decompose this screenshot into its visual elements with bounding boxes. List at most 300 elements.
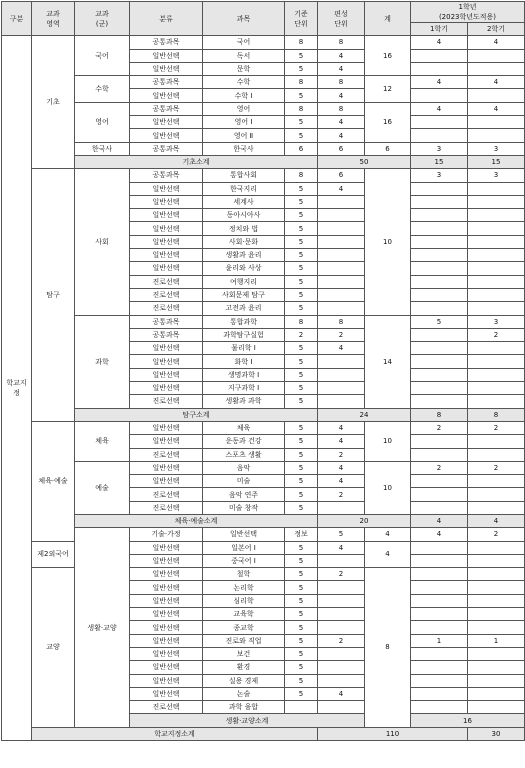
table-row [2, 142, 525, 155]
grand-total-label: 학교지정소계 [32, 727, 318, 740]
plan-units-cell [318, 275, 365, 288]
group-cell: 제2외국어 [32, 541, 75, 568]
sem2-cell: 4 [468, 76, 525, 89]
group-total-cell: 10 [365, 421, 411, 461]
plan-units-cell [318, 594, 365, 607]
subtotal-plan: 50 [318, 155, 411, 168]
sem1-cell [411, 209, 468, 222]
group-total-cell: 16 [365, 102, 411, 142]
category-cell: 일반선택 [130, 49, 203, 62]
area-cell: 기초 [32, 36, 75, 169]
sem2-cell [468, 116, 525, 129]
sem2-cell [468, 701, 525, 714]
sem2-cell: 2 [468, 328, 525, 341]
base-units-cell: 5 [285, 421, 318, 434]
group-cell: 과학 [75, 315, 130, 408]
subject-cell: 한국지리 [203, 182, 285, 195]
subject-cell: 운동과 건강 [203, 435, 285, 448]
sem2-cell [468, 475, 525, 488]
base-units-cell: 5 [285, 116, 318, 129]
sem1-cell [411, 701, 468, 714]
plan-units-cell [318, 621, 365, 634]
subtotal-sem2: 4 [468, 514, 525, 527]
header-subject: 과목 [203, 2, 285, 36]
base-units-cell: 5 [285, 475, 318, 488]
sem2-cell [468, 621, 525, 634]
category-cell: 일반선택 [130, 421, 203, 434]
category-cell: 진로선택 [130, 448, 203, 461]
plan-units-cell [318, 382, 365, 395]
subtotal-label: 생활·교양소계 [130, 714, 365, 727]
category-cell: 일반선택 [130, 62, 203, 75]
plan-units-cell [318, 209, 365, 222]
subject-cell: 철학 [203, 568, 285, 581]
group-total-cell: 10 [365, 461, 411, 514]
subject-cell: 동아시아사 [203, 209, 285, 222]
subject-cell: 세계사 [203, 195, 285, 208]
group-cell: 기술·가정 [130, 528, 203, 541]
plan-units-cell: 4 [318, 687, 365, 700]
base-units-cell: 5 [285, 541, 318, 554]
base-units-cell: 5 [285, 89, 318, 102]
base-units-cell: 5 [285, 62, 318, 75]
category-cell: 일반선택 [130, 674, 203, 687]
category-cell: 일반선택 [130, 129, 203, 142]
category-cell: 진로선택 [130, 275, 203, 288]
subject-cell: 실용 경제 [203, 674, 285, 687]
category-cell: 일반선택 [130, 647, 203, 660]
sem2-cell [468, 195, 525, 208]
sem1-cell: 5 [411, 315, 468, 328]
base-units-cell: 5 [285, 129, 318, 142]
group-total-cell: 8 [365, 568, 411, 728]
table-row [2, 76, 525, 89]
subtotal-label: 탐구소계 [75, 408, 318, 421]
area-cell: 탐구 [32, 169, 75, 422]
subject-cell: 생명과학 Ⅰ [203, 368, 285, 381]
header-row-1 [2, 2, 525, 23]
sem1-cell [411, 302, 468, 315]
sem2-cell [468, 342, 525, 355]
table-row [2, 169, 525, 182]
sem2-cell [468, 49, 525, 62]
subject-cell: 심리학 [203, 594, 285, 607]
area-cell: 생활·교양 [75, 528, 130, 727]
sem1-cell [411, 488, 468, 501]
subtotal-plan: 24 [318, 408, 411, 421]
group-cell: 교양 [32, 568, 75, 728]
subject-cell: 논리학 [203, 581, 285, 594]
category-cell: 일반선택 [130, 581, 203, 594]
header-area: 교과 영역 [32, 2, 75, 36]
base-units-cell: 5 [285, 621, 318, 634]
sem1-cell [411, 554, 468, 567]
table-row [2, 528, 525, 541]
plan-units-cell [318, 235, 365, 248]
subtotal-sem1: 8 [411, 408, 468, 421]
category-cell: 일반선택 [130, 249, 203, 262]
category-cell: 일반선택 [130, 461, 203, 474]
subject-cell: 통합사회 [203, 169, 285, 182]
sem2-cell [468, 302, 525, 315]
plan-units-cell [318, 581, 365, 594]
sem2-cell: 3 [468, 142, 525, 155]
subject-cell: 진로와 직업 [203, 634, 285, 647]
sem2-cell [468, 355, 525, 368]
plan-units-cell [318, 262, 365, 275]
base-units-cell: 5 [285, 687, 318, 700]
base-units-cell: 5 [285, 634, 318, 647]
subject-cell: 한국사 [203, 142, 285, 155]
category-cell: 일반선택 [130, 541, 203, 554]
base-units-cell: 5 [285, 182, 318, 195]
sem1-cell: 2 [468, 528, 525, 541]
category-cell: 진로선택 [130, 701, 203, 714]
subject-cell: 보건 [203, 647, 285, 660]
subject-cell: 일본어 Ⅰ [203, 541, 285, 554]
sem1-cell [411, 249, 468, 262]
plan-units-cell: 4 [318, 129, 365, 142]
base-units-cell: 5 [285, 594, 318, 607]
sem2-cell [468, 687, 525, 700]
plan-units-cell: 8 [318, 315, 365, 328]
table-row [2, 421, 525, 434]
sem2-cell [468, 541, 525, 554]
subtotal-row [2, 514, 525, 527]
plan-units-cell [318, 355, 365, 368]
sem1-cell [411, 355, 468, 368]
subject-cell: 교육학 [203, 608, 285, 621]
subtotal-sem1: 4 [411, 514, 468, 527]
sem1-cell [411, 368, 468, 381]
category-cell: 진로선택 [130, 302, 203, 315]
sem2-cell [468, 568, 525, 581]
base-units-cell: 5 [285, 222, 318, 235]
subject-cell: 국어 [203, 36, 285, 49]
base-units-cell: 8 [285, 315, 318, 328]
plan-units-cell [318, 195, 365, 208]
plan-units-cell [318, 608, 365, 621]
sem1-cell [411, 182, 468, 195]
plan-units-cell: 8 [318, 102, 365, 115]
group-total-cell: 14 [365, 315, 411, 408]
sem2-cell [468, 448, 525, 461]
table-row [2, 315, 525, 328]
subject-cell: 정보 [285, 528, 318, 541]
header-grade: 1학년 (2023학년도적용) [411, 2, 525, 23]
base-units-cell: 5 [285, 568, 318, 581]
plan-units-cell: 4 [365, 528, 411, 541]
grand-total-row [2, 727, 525, 740]
sem1-cell [411, 288, 468, 301]
sem1-cell [411, 608, 468, 621]
subtotal-sem1: 15 [411, 155, 468, 168]
category-cell: 공통과목 [130, 169, 203, 182]
sem2-cell [468, 608, 525, 621]
sem2-cell [468, 182, 525, 195]
group-cell: 사회 [75, 169, 130, 315]
category-cell: 일반선택 [130, 621, 203, 634]
sem1-cell [411, 89, 468, 102]
plan-units-cell: 4 [318, 49, 365, 62]
plan-units-cell [318, 647, 365, 660]
category-cell: 일반선택 [130, 661, 203, 674]
category-cell: 일반선택 [130, 475, 203, 488]
table-row [2, 102, 525, 115]
subject-cell: 음악 연주 [203, 488, 285, 501]
category-cell: 일반선택 [130, 355, 203, 368]
plan-units-cell: 4 [318, 461, 365, 474]
sem1-cell [411, 581, 468, 594]
base-units-cell: 5 [285, 195, 318, 208]
subject-cell: 생활과 과학 [203, 395, 285, 408]
sem2-cell: 3 [468, 169, 525, 182]
sem2-cell [468, 209, 525, 222]
base-units-cell: 5 [285, 608, 318, 621]
category-cell: 공통과목 [130, 142, 203, 155]
category-cell: 일반선택 [130, 435, 203, 448]
category-cell: 일반선택 [130, 209, 203, 222]
subject-cell: 독서 [203, 49, 285, 62]
plan-units-cell: 2 [318, 488, 365, 501]
subtotal-label: 체육·예술소계 [75, 514, 318, 527]
plan-units-cell [318, 302, 365, 315]
subtotal-sem2: 8 [468, 408, 525, 421]
category-cell: 진로선택 [130, 395, 203, 408]
category-cell: 일반선택 [130, 262, 203, 275]
sem1-cell: 2 [411, 461, 468, 474]
base-units-cell: 5 [285, 647, 318, 660]
base-units-cell: 8 [285, 102, 318, 115]
category-cell: 진로선택 [130, 488, 203, 501]
gubun-cell: 학교지 정 [2, 36, 32, 741]
sem1-cell [411, 49, 468, 62]
sem1-cell [411, 382, 468, 395]
subtotal-label: 기초소계 [75, 155, 318, 168]
category-cell: 일반선택 [130, 195, 203, 208]
sem1-cell [411, 328, 468, 341]
sem1-cell [411, 195, 468, 208]
sem1-cell: 3 [411, 142, 468, 155]
subtotal-row [2, 408, 525, 421]
sem2-cell [468, 554, 525, 567]
category-cell: 일반선택 [130, 608, 203, 621]
sem2-cell [468, 382, 525, 395]
category-cell: 일반선택 [203, 528, 285, 541]
category-cell: 진로선택 [130, 501, 203, 514]
subject-cell: 영어 [203, 102, 285, 115]
subject-cell: 통합과학 [203, 315, 285, 328]
grand-total-plan: 110 [318, 727, 468, 740]
sem1-cell [411, 275, 468, 288]
header-gubun: 구분 [2, 2, 32, 36]
header-base-units: 기준 단위 [285, 2, 318, 36]
sem2-cell: 4 [468, 36, 525, 49]
sem2-cell [468, 488, 525, 501]
plan-units-cell [318, 501, 365, 514]
base-units-cell: 5 [285, 461, 318, 474]
sem1-cell [411, 129, 468, 142]
sem2-cell [468, 435, 525, 448]
base-units-cell: 5 [285, 488, 318, 501]
plan-units-cell: 8 [318, 36, 365, 49]
subject-cell: 수학 Ⅰ [203, 89, 285, 102]
base-units-cell: 5 [285, 235, 318, 248]
category-cell: 일반선택 [130, 116, 203, 129]
base-units-cell: 5 [285, 382, 318, 395]
subject-cell: 종교학 [203, 621, 285, 634]
base-units-cell: 5 [285, 275, 318, 288]
sem1-cell: 4 [411, 76, 468, 89]
base-units-cell: 5 [285, 49, 318, 62]
plan-units-cell: 2 [318, 448, 365, 461]
sem1-cell [411, 435, 468, 448]
sem2-cell [468, 235, 525, 248]
category-cell: 일반선택 [130, 687, 203, 700]
sem1-cell [411, 62, 468, 75]
base-units-cell: 5 [285, 342, 318, 355]
base-units-cell: 2 [285, 328, 318, 341]
plan-units-cell: 4 [318, 116, 365, 129]
sem1-cell: 3 [411, 169, 468, 182]
base-units-cell: 5 [285, 554, 318, 567]
sem2-cell [468, 62, 525, 75]
plan-units-cell: 4 [318, 89, 365, 102]
sem2-cell [468, 647, 525, 660]
subtotal-sem2: 15 [468, 155, 525, 168]
plan-units-cell [318, 674, 365, 687]
sem2-cell [468, 262, 525, 275]
base-units-cell: 5 [285, 249, 318, 262]
subject-cell: 영어 Ⅰ [203, 116, 285, 129]
sem2-cell [468, 249, 525, 262]
base-units-cell: 8 [285, 76, 318, 89]
subject-cell: 영어 Ⅱ [203, 129, 285, 142]
plan-units-cell: 4 [318, 435, 365, 448]
base-units-cell: 5 [285, 661, 318, 674]
header-plan-units: 편성 단위 [318, 2, 365, 36]
subject-cell: 정치와 법 [203, 222, 285, 235]
subtotal-plan: 20 [318, 514, 411, 527]
category-cell: 공통과목 [130, 315, 203, 328]
plan-units-cell: 2 [318, 328, 365, 341]
header-category: 분류 [130, 2, 203, 36]
sem2-cell [468, 275, 525, 288]
category-cell: 일반선택 [130, 368, 203, 381]
sem1-cell [411, 475, 468, 488]
sem2-cell [468, 594, 525, 607]
sem2-cell: 4 [468, 102, 525, 115]
sem1-cell [411, 687, 468, 700]
base-units-cell: 5 [285, 674, 318, 687]
base-units-cell: 5 [318, 528, 365, 541]
sem2-cell [468, 368, 525, 381]
plan-units-cell: 4 [318, 421, 365, 434]
category-cell: 일반선택 [130, 182, 203, 195]
base-units-cell: 8 [285, 169, 318, 182]
category-cell: 일반선택 [130, 235, 203, 248]
sem1-cell [411, 674, 468, 687]
sem2-cell [468, 288, 525, 301]
category-cell: 일반선택 [130, 342, 203, 355]
sem1-cell [411, 647, 468, 660]
category-cell: 일반선택 [130, 382, 203, 395]
table-row [2, 36, 525, 49]
group-total-cell: 4 [411, 528, 468, 541]
sem1-cell [411, 501, 468, 514]
sem1-cell [411, 395, 468, 408]
plan-units-cell: 8 [318, 76, 365, 89]
sem2-cell [468, 661, 525, 674]
category-cell: 일반선택 [130, 554, 203, 567]
plan-units-cell [318, 249, 365, 262]
plan-units-cell: 6 [318, 142, 365, 155]
sem2-cell [468, 395, 525, 408]
sem1-cell [411, 116, 468, 129]
plan-units-cell: 4 [318, 342, 365, 355]
category-cell: 진로선택 [130, 288, 203, 301]
base-units-cell: 5 [285, 262, 318, 275]
base-units-cell: 6 [285, 142, 318, 155]
sem1-cell [411, 541, 468, 554]
subject-cell: 사회문제 탐구 [203, 288, 285, 301]
category-cell: 일반선택 [130, 222, 203, 235]
subtotal-plan: 16 [411, 714, 525, 727]
base-units-cell: 5 [285, 581, 318, 594]
subject-cell: 논술 [203, 687, 285, 700]
sem2-cell [468, 222, 525, 235]
sem1-cell: 4 [411, 36, 468, 49]
base-units-cell: 5 [285, 435, 318, 448]
base-units-cell: 5 [285, 288, 318, 301]
plan-units-cell: 4 [318, 541, 365, 554]
area-cell: 체육·예술 [32, 421, 75, 541]
header-sem2: 2학기 [468, 23, 525, 36]
grand-total-sem1: 30 [468, 727, 525, 740]
subject-cell: 물리학 Ⅰ [203, 342, 285, 355]
plan-units-cell [318, 288, 365, 301]
sem1-cell [411, 448, 468, 461]
header-sem1: 1학기 [411, 23, 468, 36]
subtotal-row [2, 155, 525, 168]
subject-cell: 미술 [203, 475, 285, 488]
plan-units-cell: 4 [318, 62, 365, 75]
subject-cell: 고전과 윤리 [203, 302, 285, 315]
group-cell: 수학 [75, 76, 130, 103]
sem2-cell: 3 [468, 315, 525, 328]
base-units-cell: 5 [285, 448, 318, 461]
base-units-cell: 5 [285, 355, 318, 368]
category-cell: 공통과목 [130, 76, 203, 89]
base-units-cell: 5 [285, 368, 318, 381]
base-units-cell: 5 [285, 395, 318, 408]
subject-cell: 중국어 Ⅰ [203, 554, 285, 567]
subject-cell: 여행지리 [203, 275, 285, 288]
subject-cell: 미술 창작 [203, 501, 285, 514]
group-total-cell: 6 [365, 142, 411, 155]
subject-cell: 사회·문화 [203, 235, 285, 248]
table-body [2, 2, 525, 741]
subject-cell: 스포츠 생활 [203, 448, 285, 461]
base-units-cell: 5 [285, 302, 318, 315]
plan-units-cell [318, 368, 365, 381]
plan-units-cell: 6 [318, 169, 365, 182]
subject-cell: 체육 [203, 421, 285, 434]
sem1-cell: 4 [411, 102, 468, 115]
plan-units-cell [318, 395, 365, 408]
sem1-cell [411, 222, 468, 235]
category-cell: 일반선택 [130, 634, 203, 647]
